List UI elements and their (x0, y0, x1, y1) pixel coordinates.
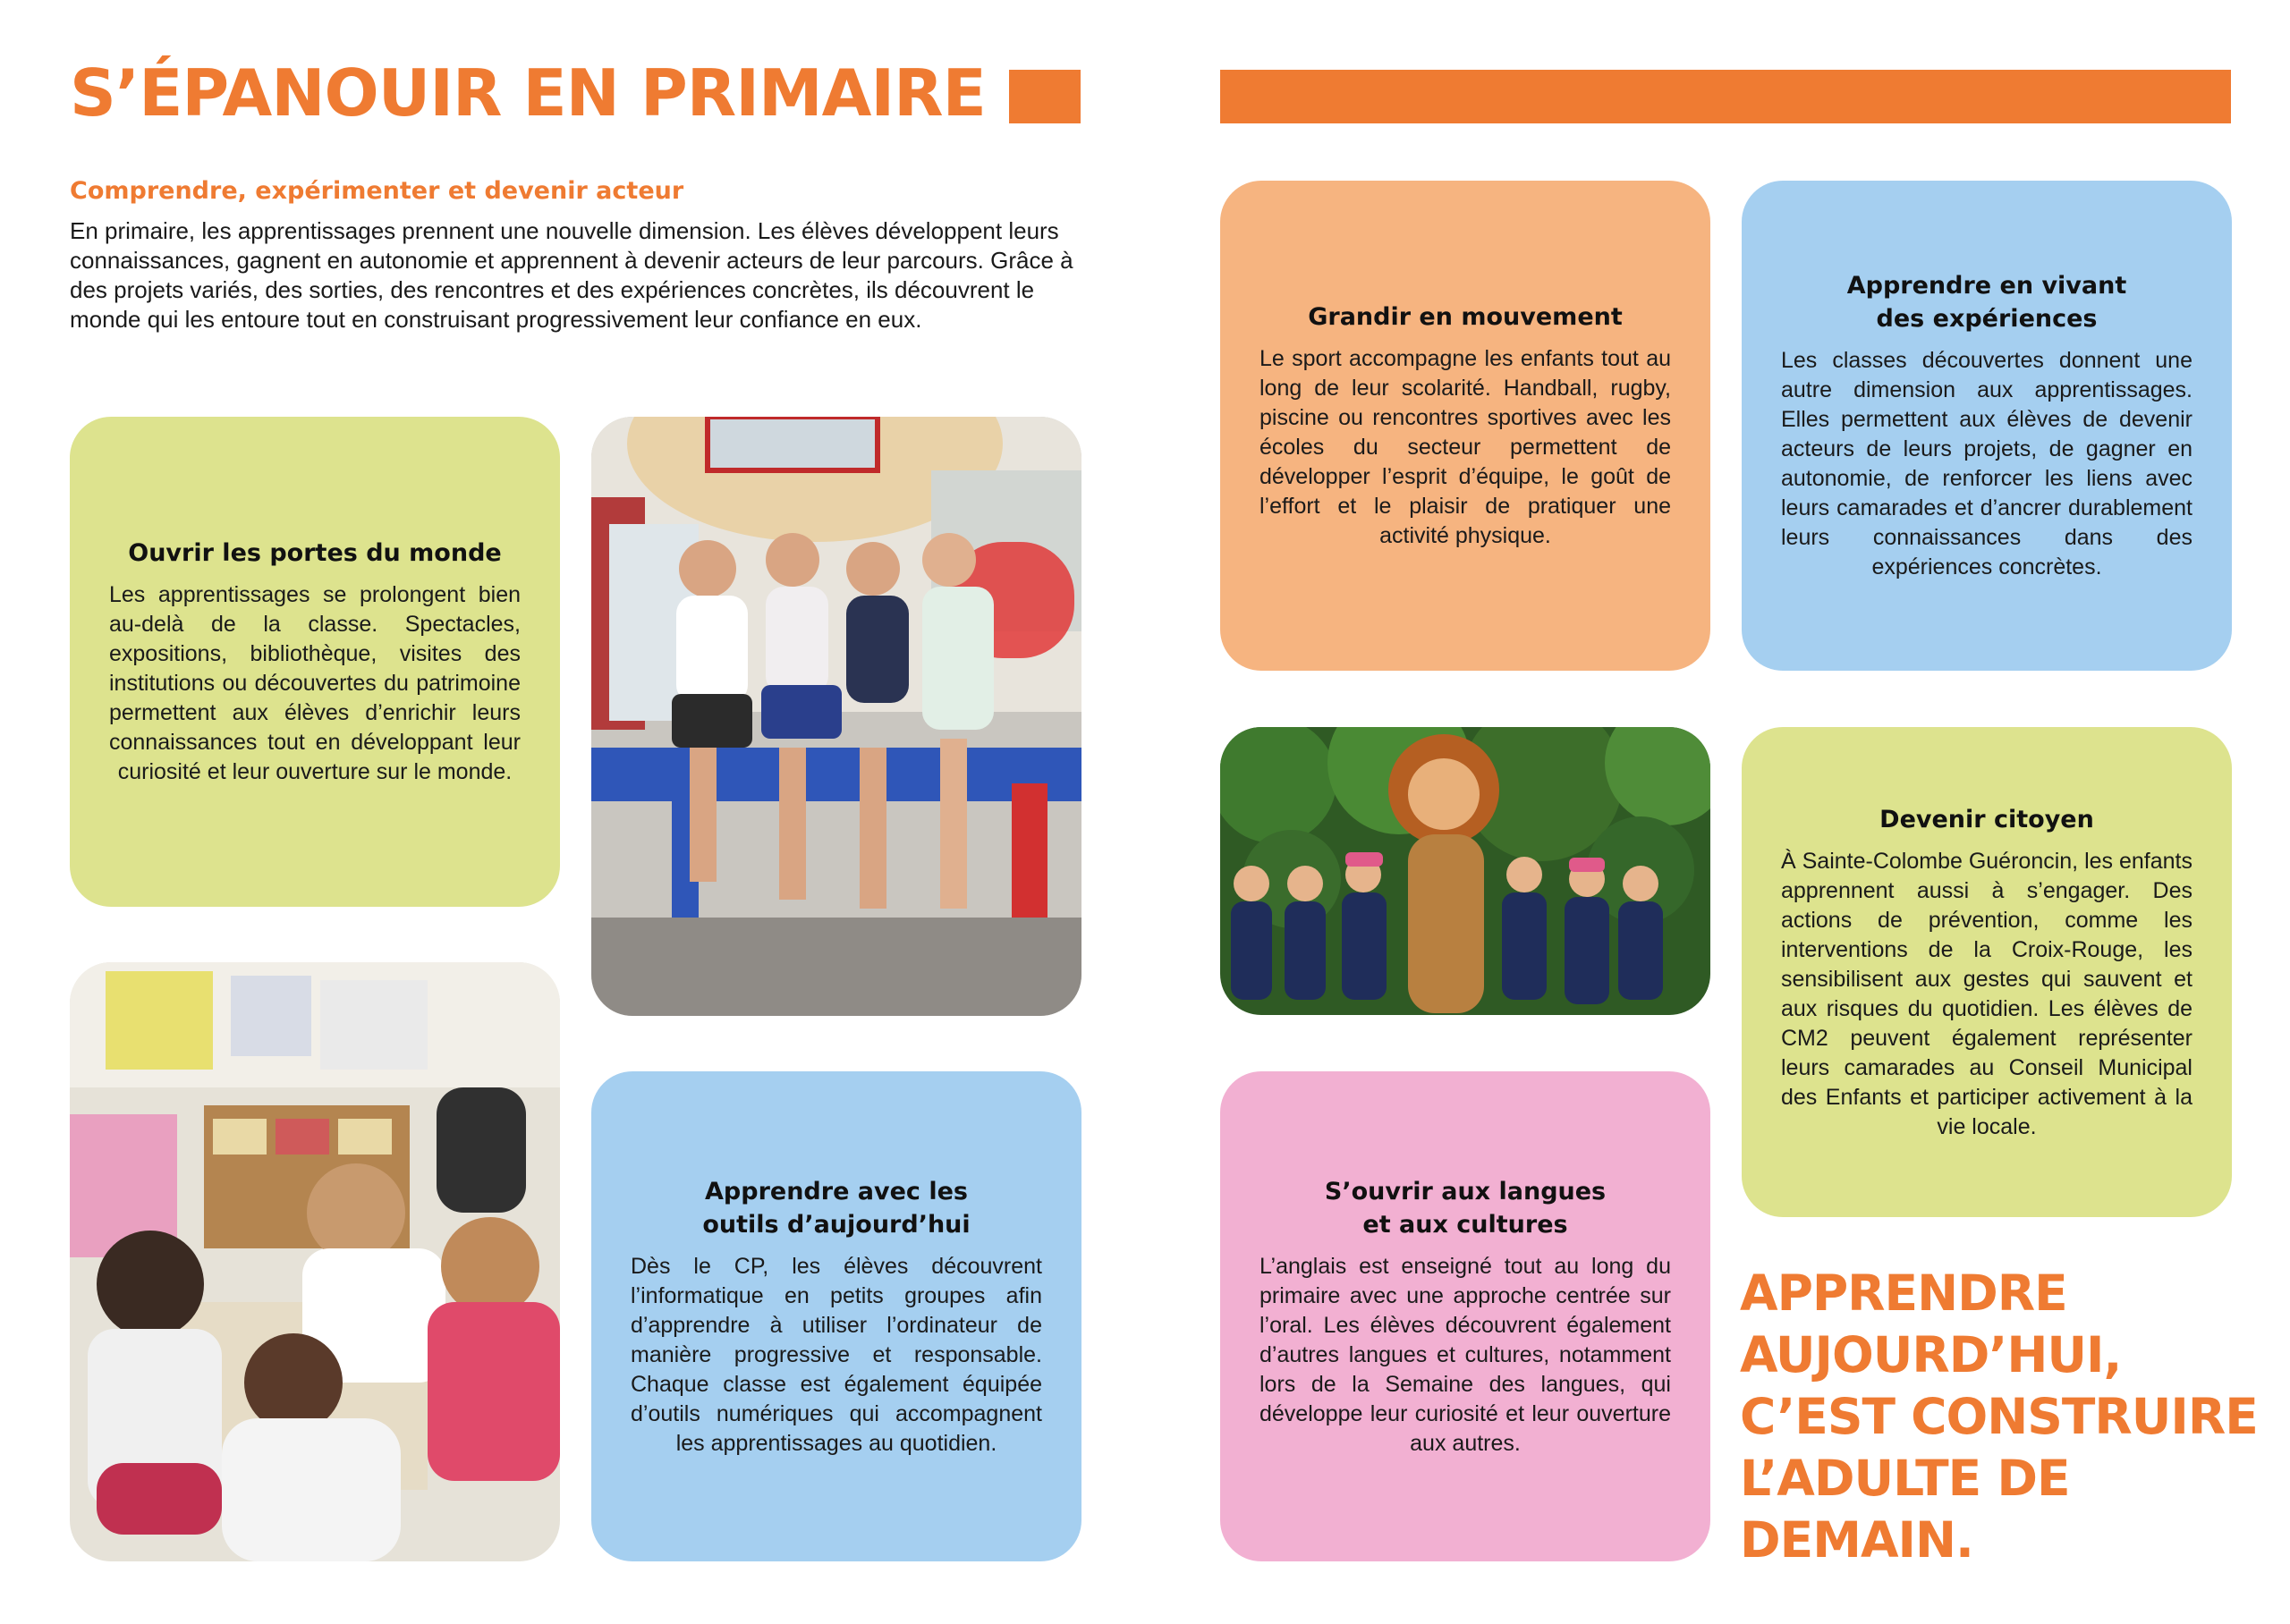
card-devenir-citoyen (1742, 727, 2232, 1217)
card-title: Apprendre avec les outils d’aujourd’hui (702, 1177, 971, 1239)
closing-slogan: APPRENDRE AUJOURD’HUI, C’EST CONSTRUIRE L’ADULTE DE DEMAIN. (1740, 1265, 2258, 1569)
card-vivre-experiences (1742, 181, 2232, 671)
card-title: S’ouvrir aux langues et aux cultures (1324, 1177, 1607, 1239)
card-outils-numeriques (591, 1071, 1081, 1561)
card-text: Les apprentissages se prolongent bien au-delà de la classe. Spectacles, expositions, bibliothèque, visites des institutions ou découvertes du patrimoine permettent aux élèves d’enrichir leurs connaissances tout en développant leur curiosité et leur ouverture sur le monde. (109, 582, 521, 784)
page-title: S’ÉPANOUIR EN PRIMAIRE (70, 55, 986, 131)
photo-lion-mascot-group (1220, 727, 1710, 1015)
card-title: Devenir citoyen (1879, 805, 2094, 833)
card-title: Grandir en mouvement (1308, 303, 1623, 331)
header-accent-block (1009, 70, 1081, 123)
card-title: Apprendre en vivant des expériences (1846, 272, 2127, 333)
card-langues-cultures (1220, 1071, 1710, 1561)
header-accent-bar (1220, 70, 2231, 123)
photo-children-bench (591, 417, 1081, 1016)
card-text: À Sainte-Colombe Guéroncin, les enfants apprennent aussi à s’engager. Des actions de prévention, comme les interventions de la Croix-Rouge, les sensibilisent aux gestes qui sauvent et aux risques du quotidien. Les élèves de CM2 peuvent également représenter leurs camarades au Conseil Municipal des Enfants et participer activement à la vie locale. (1781, 848, 2192, 1139)
card-text: Le sport accompagne les enfants tout au long de leur scolarité. Handball, rugby, piscine ou rencontres sportives avec les écoles du secteur permettent de développer l’esprit d’équipe, le goût de l’effort et le plaisir de pratiquer une activité physique. (1260, 346, 1671, 548)
card-title: Ouvrir les portes du monde (128, 539, 502, 567)
card-text: Dès le CP, les élèves découvrent l’informatique en petits groupes afin d’apprendre à utiliser l’ordinateur de manière progressive et responsable. Chaque classe est également équipée d’outils numériques qui accompagnent les apprentissages au quotidien. (631, 1253, 1042, 1456)
section-subtitle: Comprendre, expérimenter et devenir acteur (70, 177, 684, 205)
card-text: L’anglais est enseigné tout au long du primaire avec une approche centrée sur l’oral. Les élèves découvrent également d’autres langues et cultures, notamment lors de la Semaine des langues, qui développe leur curiosité et leur ouverture aux autres. (1260, 1253, 1671, 1456)
photo-classroom (70, 962, 560, 1561)
intro-paragraph: En primaire, les apprentissages prennent une nouvelle dimension. Les élèves développent leurs connaissances, gagnent en autonomie et apprennent à devenir acteurs de leur parcours. Grâce à des projets variés, des sorties, des rencontres et des expériences concrètes, ils découvrent le monde qui les entoure tout en construisant progressivement leur confiance en eux. (70, 217, 1073, 333)
card-text: Les classes découvertes donnent une autre dimension aux apprentissages. Elles permettent aux élèves de devenir acteurs de leurs projets, de gagner en autonomie, de renforcer les liens avec leurs camarades et d’ancrer durablement leurs connaissances dans des expériences concrètes. (1781, 348, 2192, 579)
card-ouvrir-monde (70, 417, 560, 907)
card-grandir-mouvement (1220, 181, 1710, 671)
